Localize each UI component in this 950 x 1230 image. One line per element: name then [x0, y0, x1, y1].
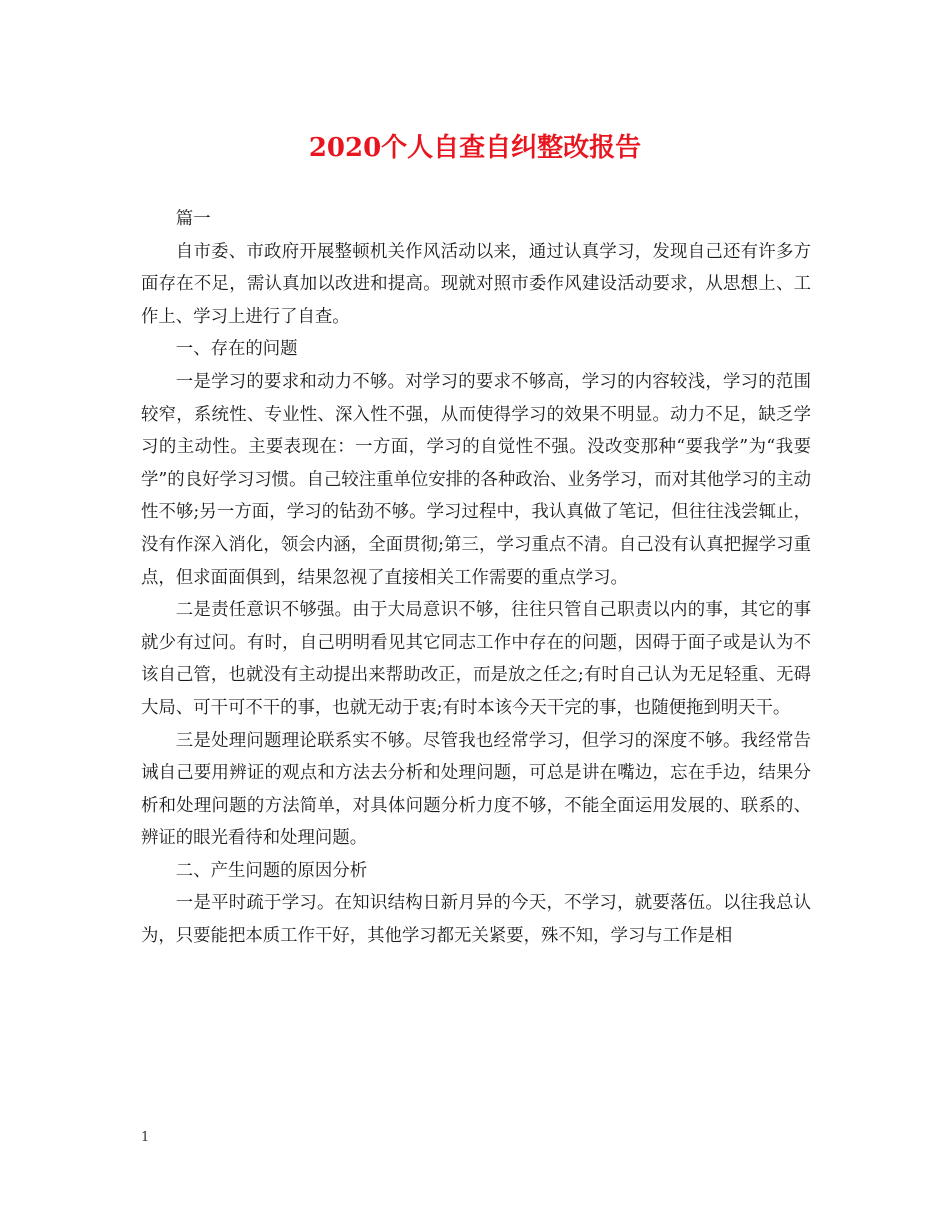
- intro-paragraph: 自市委、市政府开展整顿机关作风活动以来，通过认真学习，发现自己还有许多方面存在不足，需认真加以改进和提高。现就对照市委作风建设活动要求，从思想上、工作上、学习上进行了自查。: [141, 241, 811, 327]
- body-paragraph: 三是处理问题理论联系实不够。尽管我也经常学习，但学习的深度不够。我经常告诫自己要用辨证的观点和方法去分析和处理问题，可总是讲在嘴边，忘在手边，结果分析和处理问题的方法简单，对具体问题分析力度不够，不能全面运用发展的、联系的、辨证的眼光看待和处理问题。: [141, 730, 811, 849]
- section-heading-problems: 一、存在的问题: [175, 339, 298, 360]
- page-number: 1: [141, 1130, 150, 1145]
- document-body: [141, 203, 811, 953]
- body-paragraph: 二是责任意识不够强。由于大局意识不够，往往只管自己职责以内的事，其它的事就少有过问。有时，自己明明看见其它同志工作中存在的问题，因碍于面子或是认为不该自己管，也就没有主动提出来帮助改正，而是放之任之;有时自己认为无足轻重、无碍大局、可干可不干的事，也就无动于衷;有时本该今天干完的事，也随便拖到明天干。: [141, 600, 811, 718]
- body-paragraph: 一是学习的要求和动力不够。对学习的要求不够高，学习的内容较浅，学习的范围较窄，系统性、专业性、深入性不强，从而使得学习的效果不明显。动力不足，缺乏学习的主动性。主要表现在：一方面，学习的自觉性不强。没改变那种“要我学”为“我要学”的良好学习习惯。自己较注重单位安排的各种政治、业务学习，而对其他学习的主动性不够;另一方面，学习的钻劲不够。学习过程中，我认真做了笔记，但往往浅尝辄止，没有作深入消化，领会内涵，全面贯彻;第三，学习重点不清。自己没有认真把握学习重点，但求面面俱到，结果忽视了直接相关工作需要的重点学习。: [141, 371, 811, 588]
- section-label: 篇一: [175, 209, 211, 229]
- document-title: 2020个人自查自纠整改报告: [308, 133, 642, 163]
- body-paragraph: 一是平时疏于学习。在知识结构日新月异的今天，不学习，就要落伍。以往我总认为，只要能把本质工作干好，其他学习都无关紧要，殊不知，学习与工作是相: [141, 893, 811, 947]
- section-heading-causes: 二、产生问题的原因分析: [175, 860, 368, 881]
